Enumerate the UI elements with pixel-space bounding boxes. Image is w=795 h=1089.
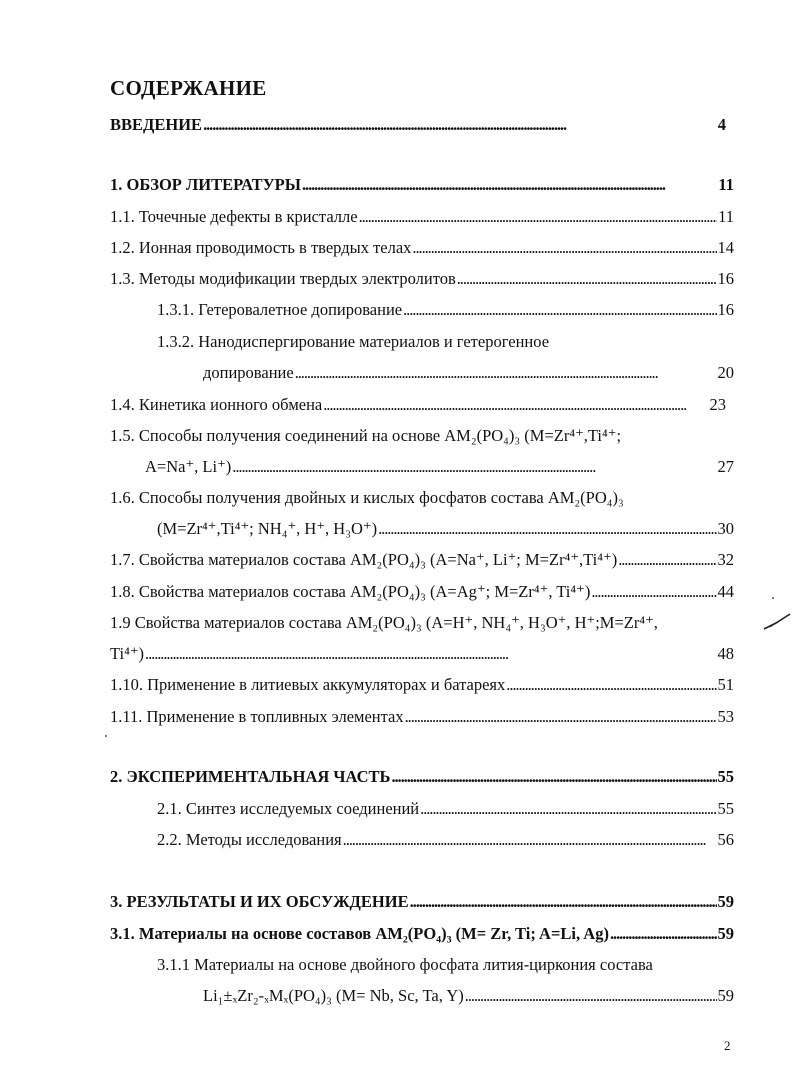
- toc-entry-page: 23: [709, 395, 726, 414]
- toc-entry-text: 2.2. Методы исследования: [157, 830, 342, 849]
- leader-dots: [145, 642, 716, 666]
- toc-entry-page: 32: [717, 550, 734, 569]
- toc-entry-1-3-1[interactable]: [157, 298, 734, 322]
- page-title: СОДЕРЖАНИЕ: [110, 76, 267, 100]
- leader-dots: [403, 298, 716, 322]
- toc-entry-1-1[interactable]: [110, 205, 734, 229]
- toc-entry-page: 44: [717, 582, 734, 601]
- toc-entry-1-3[interactable]: [110, 267, 734, 291]
- toc-entry-page: 11: [718, 207, 734, 226]
- leader-dots: [203, 113, 717, 137]
- leader-dots: [412, 236, 716, 260]
- toc-entry-2-1[interactable]: [157, 797, 734, 821]
- leader-dots: [506, 673, 716, 697]
- toc-entry-text: A=Na⁺, Li⁺): [145, 457, 232, 476]
- toc-entry-1-9[interactable]: [110, 611, 734, 635]
- toc-entry-1-8[interactable]: [110, 580, 734, 604]
- toc-entry-1-7[interactable]: [110, 548, 734, 572]
- toc-entry-text: 1.11. Применение в топливных элементах: [110, 707, 404, 726]
- leader-dots: [618, 548, 716, 572]
- toc-entry-1-5[interactable]: [110, 424, 734, 448]
- toc-entry-1-10[interactable]: [110, 673, 734, 697]
- toc-entry-1-6-cont[interactable]: [157, 517, 734, 541]
- toc-entry-1-4[interactable]: [110, 393, 726, 417]
- toc-entry-page: 16: [717, 300, 734, 319]
- toc-entry-text: 3.1. Материалы на основе составов AM₂(PO₄)₃ (M= Zr, Ti; A=Li, Ag): [110, 924, 609, 943]
- toc-entry-1-2[interactable]: [110, 236, 734, 260]
- toc-entry-text: 1.3. Методы модификации твердых электролитов: [110, 269, 456, 288]
- leader-dots: [232, 455, 716, 479]
- toc-entry-text: 1.4. Кинетика ионного обмена: [110, 395, 323, 414]
- toc-entry-page: 27: [717, 457, 734, 476]
- toc-entry-text: 1.7. Свойства материалов состава AM₂(PO₄)₃ (A=Na⁺, Li⁺; M=Zr⁴⁺,Ti⁴⁺): [110, 550, 618, 569]
- toc-entry-text: 1.2. Ионная проводимость в твердых телах: [110, 238, 412, 257]
- toc-entry-text: 2. ЭКСПЕРИМЕНТАЛЬНАЯ ЧАСТЬ: [110, 767, 391, 786]
- leader-dots: [302, 173, 717, 197]
- leader-dots: [359, 205, 718, 229]
- toc-entry-section-1[interactable]: [110, 173, 734, 197]
- toc-entry-page: 55: [717, 799, 734, 818]
- toc-entry-page: 48: [717, 644, 734, 663]
- leader-dots: [323, 393, 708, 417]
- toc-entry-1-9-cont[interactable]: [110, 642, 734, 666]
- toc-entry-page: 51: [717, 675, 734, 694]
- leader-dots: [391, 765, 716, 789]
- toc-entry-page: 20: [717, 363, 734, 382]
- toc-entry-introduction[interactable]: [110, 113, 726, 137]
- toc-entry-text: Li₁±ₓZr₂-ₓMₓ(PO₄)₃ (M= Nb, Sc, Ta, Y): [203, 986, 464, 1005]
- toc-entry-page: 55: [717, 767, 734, 786]
- toc-entry-text: 1.1. Точечные дефекты в кристалле: [110, 207, 358, 226]
- toc-entry-page: 30: [717, 519, 734, 538]
- toc-entry-1-6[interactable]: [110, 486, 734, 510]
- leader-dots: [457, 267, 717, 291]
- toc-entry-text: допирование: [203, 363, 294, 382]
- leader-dots: [405, 705, 717, 729]
- toc-entry-text: 3. РЕЗУЛЬТАТЫ И ИХ ОБСУЖДЕНИЕ: [110, 892, 409, 911]
- toc-entry-text: 1. ОБЗОР ЛИТЕРАТУРЫ: [110, 175, 301, 194]
- toc-entry-3-1-1[interactable]: [157, 953, 734, 977]
- toc-entry-page: 56: [717, 830, 734, 849]
- toc-entry-text: Ti⁴⁺): [110, 644, 145, 663]
- toc-entry-text: 2.1. Синтез исследуемых соединений: [157, 799, 420, 818]
- toc-entry-page: 59: [717, 892, 734, 911]
- toc-entry-text: 1.9 Свойства материалов состава AM₂(PO₄)₃ (A=H⁺, NH₄⁺, H₃O⁺, H⁺;M=Zr⁴⁺,: [110, 613, 658, 632]
- toc-entry-page: 59: [717, 986, 734, 1005]
- toc-entry-page: 59: [717, 924, 734, 943]
- pen-mark-icon: [762, 610, 792, 632]
- toc-entry-1-3-2-cont[interactable]: [203, 361, 734, 385]
- leader-dots: [410, 890, 717, 914]
- toc-entry-1-11[interactable]: [110, 705, 734, 729]
- toc-entry-2-2[interactable]: [157, 828, 734, 852]
- toc-entry-1-5-cont[interactable]: [145, 455, 734, 479]
- toc-entry-page: 11: [718, 175, 734, 194]
- toc-entry-page: 16: [717, 269, 734, 288]
- toc-entry-section-3[interactable]: [110, 890, 734, 914]
- toc-entry-text: 1.3.2. Нанодиспергирование материалов и гетерогенное: [157, 332, 550, 351]
- toc-entry-1-3-2[interactable]: [157, 330, 734, 354]
- toc-entry-text: (M=Zr⁴⁺,Ti⁴⁺; NH₄⁺, H⁺, H₃O⁺): [157, 519, 378, 538]
- toc-entry-text: 1.5. Способы получения соединений на основе AM₂(PO₄)₃ (M=Zr⁴⁺,Ti⁴⁺;: [110, 426, 622, 445]
- scan-speck: [772, 597, 774, 599]
- page-number: 2: [724, 1038, 731, 1053]
- toc-entry-3-1[interactable]: [110, 922, 734, 946]
- toc-entry-text: 1.8. Свойства материалов состава AM₂(PO₄)₃ (A=Ag⁺; M=Zr⁴⁺, Ti⁴⁺): [110, 582, 591, 601]
- scan-speck: [105, 735, 107, 737]
- toc-entry-page: 14: [717, 238, 734, 257]
- toc-entry-text: 1.10. Применение в литиевых аккумуляторах и батареях: [110, 675, 506, 694]
- toc-entry-text: ВВЕДЕНИЕ: [110, 115, 203, 134]
- leader-dots: [343, 828, 717, 852]
- toc-entry-text: 1.3.1. Гетеровалетное допирование: [157, 300, 403, 319]
- toc-entry-text: 1.6. Способы получения двойных и кислых фосфатов состава AM₂(PO₄)₃: [110, 488, 624, 507]
- leader-dots: [295, 361, 717, 385]
- leader-dots: [591, 580, 716, 604]
- toc-entry-3-1-1-cont[interactable]: [203, 984, 734, 1008]
- leader-dots: [610, 922, 717, 946]
- toc-entry-page: 53: [717, 707, 734, 726]
- toc-entry-text: 3.1.1 Материалы на основе двойного фосфата лития-циркония состава: [157, 955, 653, 974]
- leader-dots: [420, 797, 716, 821]
- leader-dots: [378, 517, 716, 541]
- toc-entry-page: 4: [717, 115, 726, 134]
- toc-entry-section-2[interactable]: [110, 765, 734, 789]
- leader-dots: [465, 984, 717, 1008]
